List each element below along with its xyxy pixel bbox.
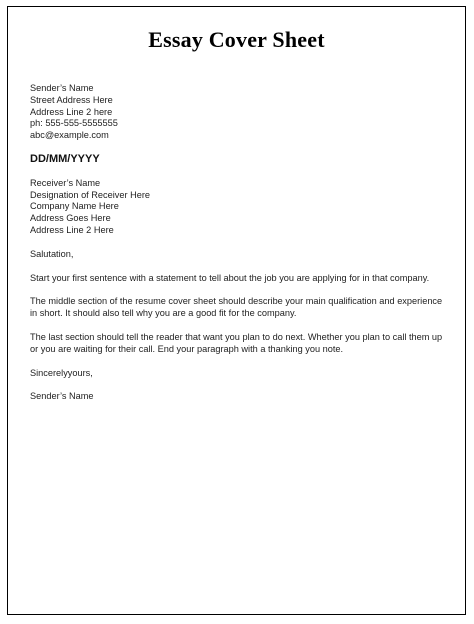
sender-name: Sender’s Name: [30, 83, 94, 93]
salutation: Salutation,: [30, 248, 74, 259]
closing-phrase: Sincerelyyours,: [30, 367, 93, 378]
receiver-block: [30, 178, 450, 237]
letter-date: DD/MM/YYYY: [30, 152, 100, 165]
sender-address-line-2: Address Line 2 here: [30, 106, 113, 117]
sender-street: Street Address Here: [30, 94, 113, 105]
receiver-address-line-2: Address Line 2 Here: [30, 224, 114, 235]
signature-name: Sender’s Name: [30, 391, 94, 402]
paragraph-opening: Start your first sentence with a statement to tell about the job you are applying for in that company.: [30, 272, 430, 283]
sender-phone: ph: 555-555-5555555: [30, 118, 118, 129]
document-title: Essay Cover Sheet: [148, 27, 325, 52]
receiver-name: Receiver’s Name: [30, 177, 101, 188]
paragraph-middle: The middle section of the resume cover sheet should describe your main qualification and experience in short. It should also tell why you are a good fit for the company.: [30, 296, 443, 319]
receiver-address: Address Goes Here: [30, 213, 111, 224]
receiver-designation: Designation of Receiver Here: [30, 189, 151, 200]
cover-sheet-page: [7, 6, 466, 615]
sender-block: [30, 83, 450, 142]
letter-body: [30, 83, 450, 403]
paragraph-closing: The last section should tell the reader that want you plan to do next. Whether you plan to call them up or you are waiting for their call. End your paragraph with a thanking you note.: [30, 331, 443, 354]
receiver-company: Company Name Here: [30, 201, 119, 212]
sender-email: abc@example.com: [30, 130, 109, 141]
